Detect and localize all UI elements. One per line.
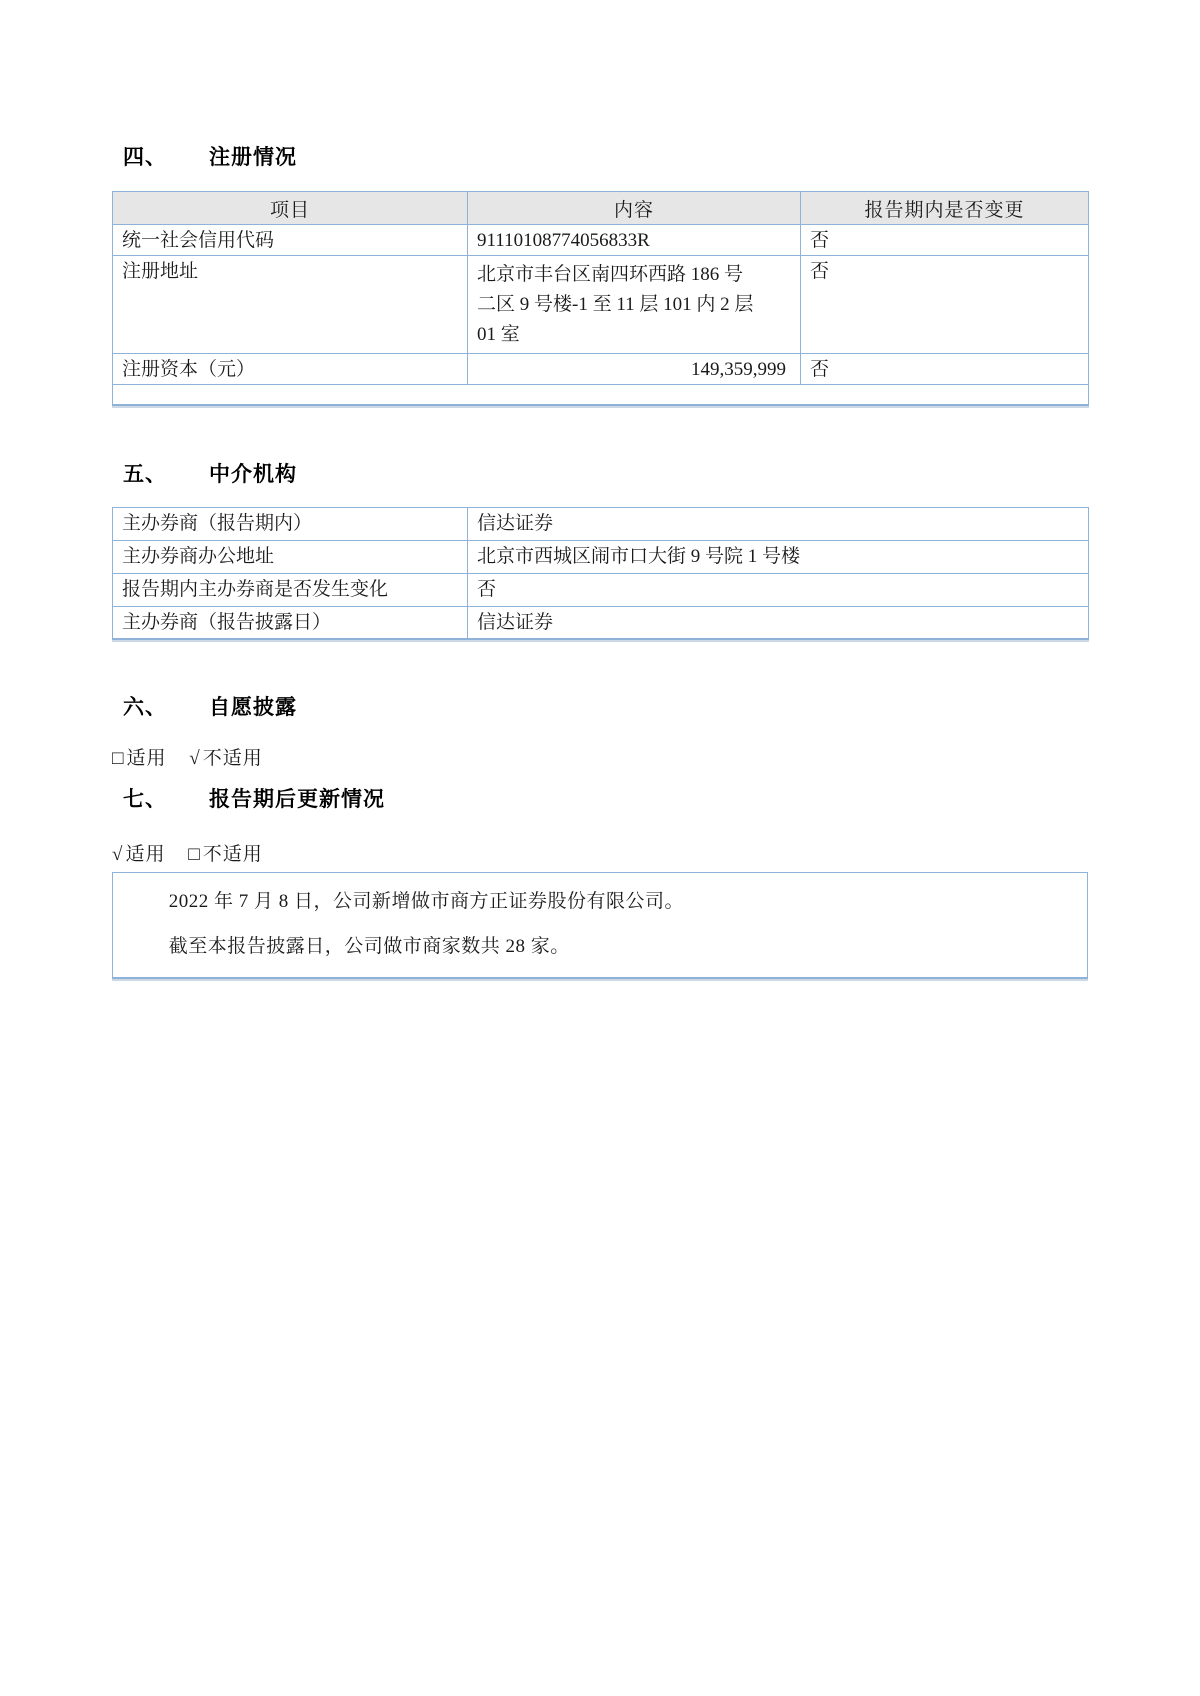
intermediary-table — [112, 507, 1089, 641]
cell-content — [468, 256, 801, 354]
option-label: 不适用 — [202, 844, 263, 865]
section-intermediary-heading — [112, 462, 1088, 488]
row-sponsor-changed — [113, 573, 1089, 606]
cell-item: 统一社会信用代码 — [113, 225, 468, 256]
table-row-capital — [113, 354, 1089, 385]
section-voluntary-disclosure-heading — [112, 695, 1088, 721]
option-label: 适用 — [126, 748, 167, 769]
registration-table — [112, 191, 1089, 406]
cell-item: 注册地址 — [113, 256, 468, 354]
cell-item: 注册资本（元） — [113, 354, 468, 385]
row-sponsor-period — [113, 507, 1089, 540]
cell-changed: 否 — [801, 225, 1089, 256]
check-mark-icon: √ — [112, 844, 124, 865]
cell-label: 报告期内主办券商是否发生变化 — [113, 573, 468, 606]
option-applicable — [112, 844, 165, 865]
option-label: 适用 — [125, 844, 166, 865]
registration-table-header-row — [113, 192, 1089, 225]
address-line: 北京市丰台区南四环西路 186 号 — [477, 264, 744, 285]
address-line: 二区 9 号楼-1 至 11 层 101 内 2 层 — [477, 294, 754, 315]
table-row-address — [113, 256, 1089, 354]
note-line: 2022 年 7 月 8 日，公司新增做市商方正证券股份有限公司。 — [168, 891, 684, 912]
page-content — [112, 145, 1088, 979]
check-mark-icon: √ — [189, 748, 201, 769]
section6-number: 六、 — [123, 696, 167, 719]
section5-title: 中介机构 — [209, 462, 297, 486]
cell-value: 否 — [468, 573, 1089, 606]
cell-content: 149,359,999 — [468, 354, 801, 385]
section7-applicability-options — [112, 843, 1088, 867]
cell-label: 主办券商（报告披露日） — [113, 606, 468, 639]
note-line: 截至本报告披露日，公司做市商家数共 28 家。 — [168, 936, 570, 957]
section6-title: 自愿披露 — [209, 696, 297, 719]
header-changed: 报告期内是否变更 — [801, 192, 1089, 225]
section4-title: 注册情况 — [209, 146, 297, 169]
section-registration-heading — [112, 145, 1088, 171]
checkbox-square-icon: □ — [112, 748, 125, 769]
section5-number: 五、 — [123, 462, 167, 486]
cell-value: 北京市西城区闹市口大街 9 号院 1 号楼 — [468, 540, 1089, 573]
header-item: 项目 — [113, 192, 468, 225]
empty-cell — [113, 385, 1089, 405]
cell-changed: 否 — [801, 354, 1089, 385]
row-sponsor-disclosure-date — [113, 606, 1089, 639]
cell-content: 91110108774056833R — [468, 225, 801, 256]
section7-title: 报告期后更新情况 — [209, 788, 385, 811]
cell-value: 信达证券 — [468, 507, 1089, 540]
cell-label: 主办券商办公地址 — [113, 540, 468, 573]
option-label: 不适用 — [202, 748, 263, 769]
table-row-credit-code — [113, 225, 1089, 256]
section4-number: 四、 — [123, 146, 167, 169]
option-not-applicable — [188, 844, 263, 865]
section6-applicability-options — [112, 747, 1088, 771]
cell-changed: 否 — [801, 256, 1089, 354]
empty-row — [113, 385, 1089, 405]
update-note-box — [112, 872, 1088, 979]
checkbox-square-icon: □ — [188, 844, 201, 865]
section7-number: 七、 — [123, 788, 167, 811]
address-line: 01 室 — [477, 324, 520, 345]
row-sponsor-address — [113, 540, 1089, 573]
option-not-applicable — [189, 748, 262, 769]
section-post-period-update-heading — [112, 787, 1088, 813]
cell-label: 主办券商（报告期内） — [113, 507, 468, 540]
option-applicable — [112, 748, 167, 769]
cell-value: 信达证券 — [468, 606, 1089, 639]
header-content: 内容 — [468, 192, 801, 225]
